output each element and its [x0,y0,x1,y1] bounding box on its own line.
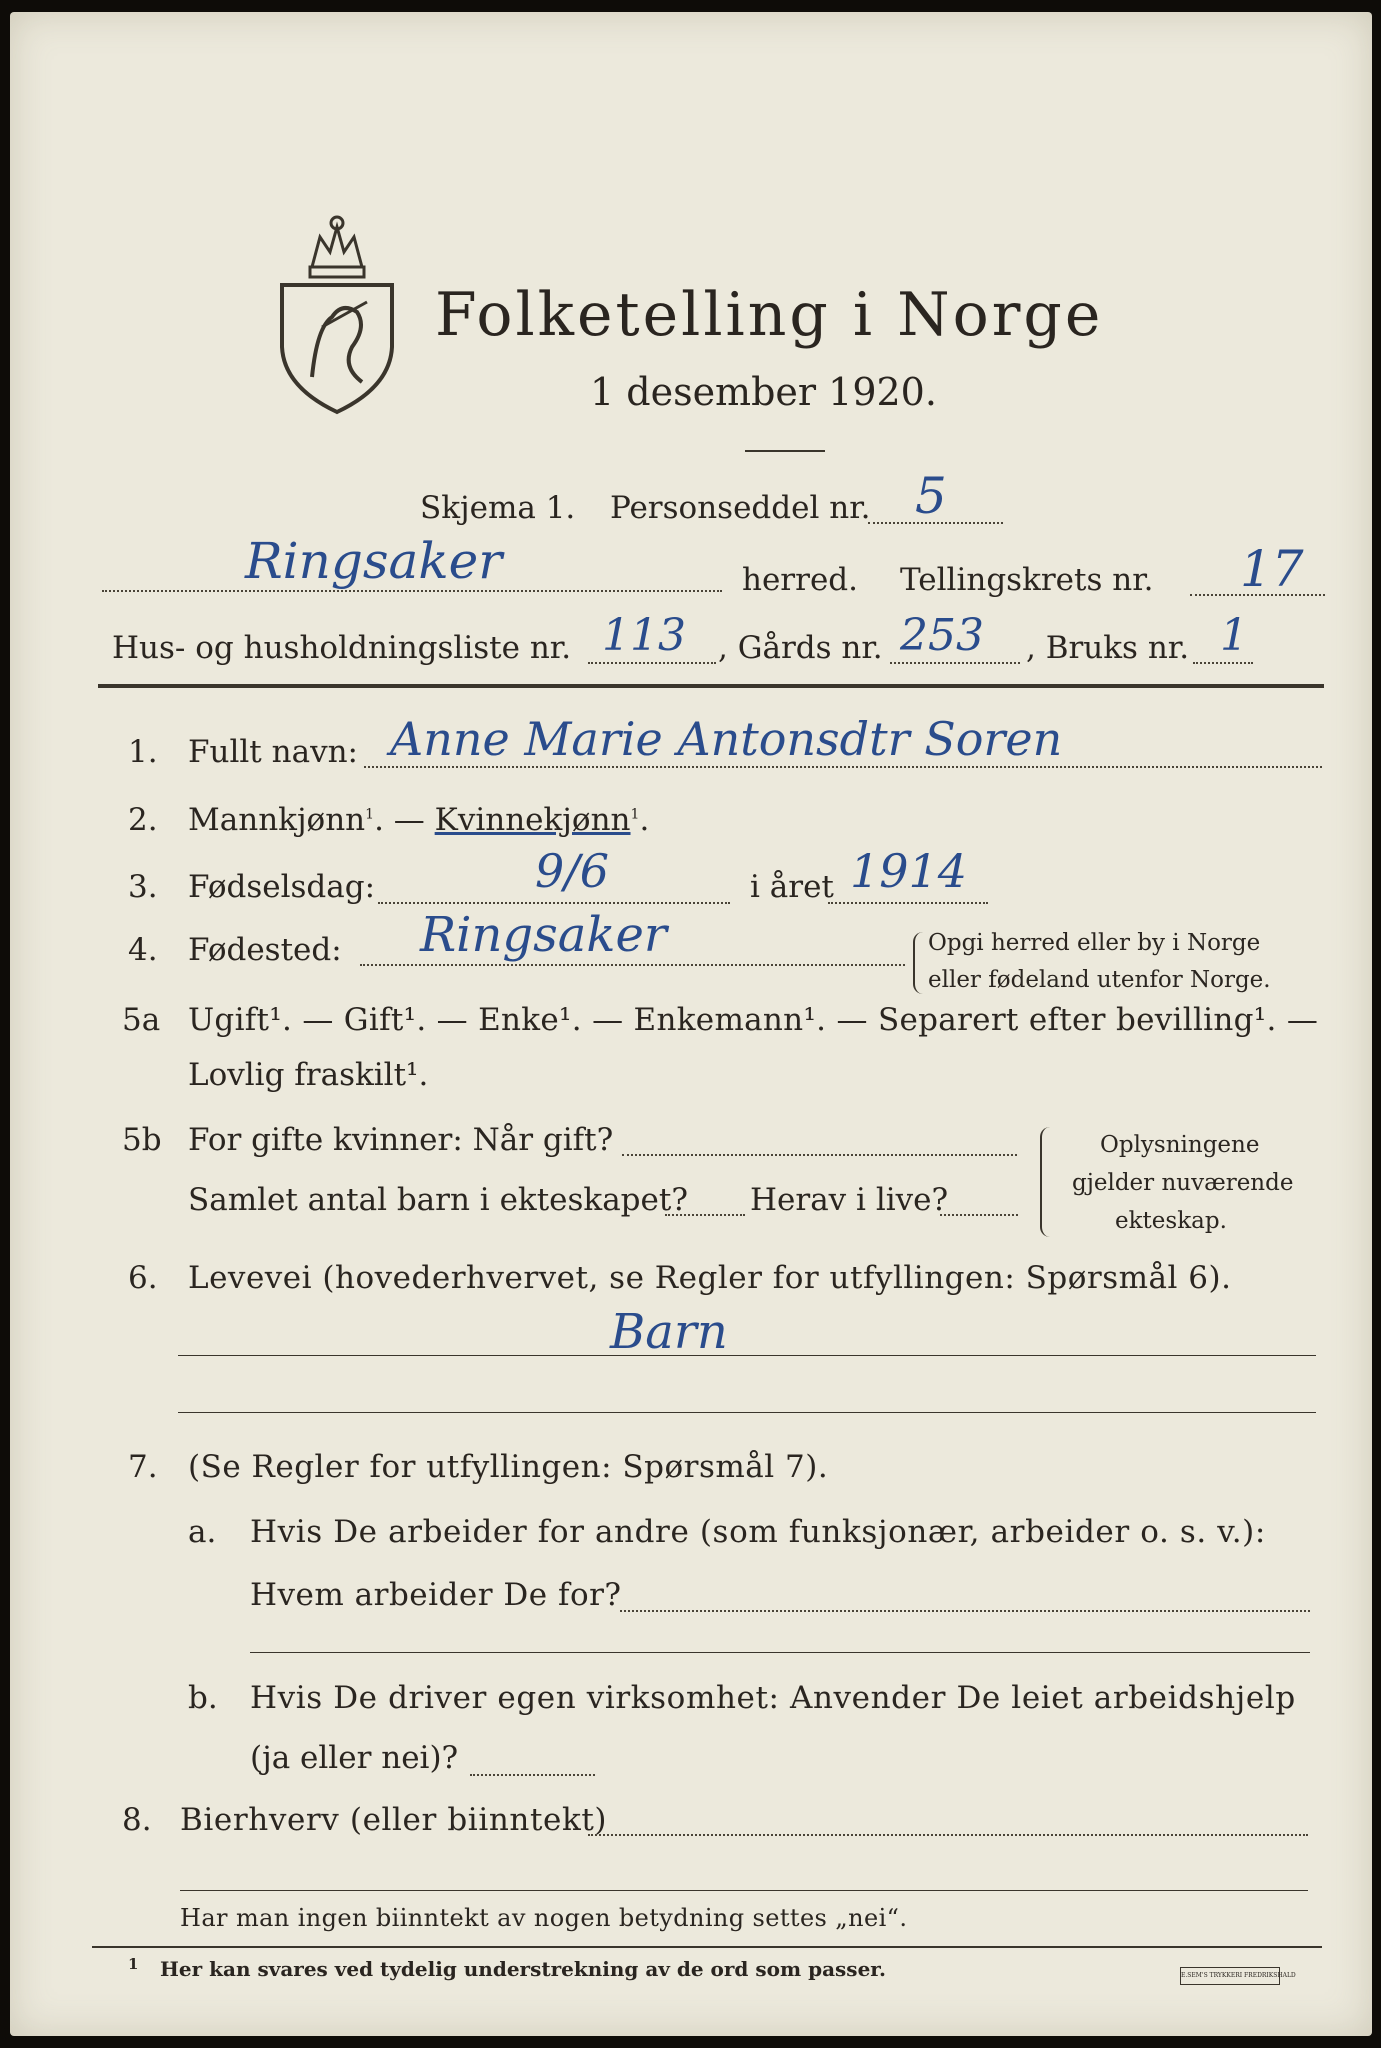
gards-line [890,662,1020,664]
schema-label: Skjema 1. [420,490,576,526]
birth-year-value: 1914 [850,844,968,898]
birthplace-note-brace [913,932,925,994]
year-line [828,902,988,904]
q4-number: 4. [128,932,158,968]
q7b-letter: b. [188,1680,218,1716]
occupation-value: Barn [610,1304,728,1360]
q6-label: Levevei (hovederhvervet, se Regler for utfyllingen: Spørsmål 6). [188,1260,1232,1296]
gards-label: , Gårds nr. [718,630,883,666]
q3-number: 3. [128,869,158,905]
birthplace-note-line2: eller fødeland utenfor Norge. [928,967,1271,993]
children-count-line [665,1214,745,1216]
q1-line [364,766,1322,768]
side-income-line [588,1834,1308,1836]
children-count-label: Samlet antal barn i ekteskapet? [188,1182,688,1218]
q3-label: Fødselsdag: [188,869,376,905]
q8-label: Bierhverv (eller biinntekt) [180,1802,608,1838]
q1-number: 1. [128,734,158,770]
children-alive-line [940,1214,1018,1216]
husholdningsliste-line [588,662,716,664]
q5a-number: 5a [122,1002,161,1038]
employer-line [620,1610,1310,1612]
personseddel-label: Personseddel nr. [610,490,871,526]
birthplace-line [360,964,905,966]
marriage-note-brace [1040,1127,1054,1237]
herred-label: herred. [742,562,858,598]
gender-separator: . — [374,802,425,838]
q8-number: 8. [122,1802,152,1838]
tellingskrets-label: Tellingskrets nr. [900,562,1154,598]
personseddel-value: 5 [915,467,947,525]
q7a-letter: a. [188,1514,217,1550]
employer-line-2 [250,1652,1310,1653]
q7a-line1: Hvis De arbeider for andre (som funksjonær, arbeider o. s. v.): [250,1514,1266,1550]
page-title: Folketelling i Norge [435,280,1104,350]
husholdningsliste-value: 113 [602,610,686,661]
marriage-note-line2: gjelder nuværende [1072,1170,1294,1196]
marital-status-options: Ugift¹. — Gift¹. — Enke¹. — Enkemann¹. — Separert efter bevilling¹. — [188,1002,1319,1038]
coat-of-arms-icon [272,207,402,417]
children-alive-label: Herav i live? [750,1182,949,1218]
q5b-number: 5b [122,1122,162,1158]
header-divider [98,684,1324,688]
q7-number: 7. [128,1449,158,1485]
when-married-label: For gifte kvinner: Når gift? [188,1122,614,1158]
gender-female-option: Kvinnekjønn [434,802,631,838]
q7b-line1: Hvis De driver egen virksomhet: Anvender De leiet arbeidshjelp [250,1680,1296,1716]
q4-label: Fødested: [188,932,342,968]
footer-divider [92,1946,1322,1948]
birthplace-value: Ringsaker [420,907,667,963]
q6-number: 6. [128,1260,158,1296]
q2-gender-line: Mannkjønn$^1$. — Kvinnekjønn$^1$. [188,802,650,838]
birthday-value: 9/6 [535,844,610,898]
q7a-line2: Hvem arbeider De for? [250,1577,622,1613]
when-married-line [622,1154,1017,1156]
printer-stamp: E.SEM'S TRYKKERI FREDRIKSHALD [1180,1967,1280,1985]
divorced-option: Lovlig fraskilt¹. [188,1057,429,1093]
occupation-line-2 [178,1412,1316,1413]
gender-male-option: Mannkjønn [188,802,366,838]
q2-number: 2. [128,802,158,838]
husholdningsliste-label: Hus- og husholdningsliste nr. [112,630,572,666]
tellingskrets-value: 17 [1240,540,1304,598]
census-form [10,12,1372,2036]
herred-line [102,590,722,592]
bruks-value: 1 [1220,610,1248,661]
gender-end: . [639,802,650,838]
title-divider [745,450,825,452]
bruks-label: , Bruks nr. [1026,630,1190,666]
census-date: 1 desember 1920. [590,370,937,414]
q7b-line2: (ja eller nei)? [250,1740,459,1776]
full-name-value: Anne Marie Antonsdtr Soren [390,712,1063,766]
marriage-note-line1: Oplysningene [1100,1132,1260,1158]
q7-label: (Se Regler for utfyllingen: Spørsmål 7). [188,1449,829,1485]
side-income-note: Har man ingen biinntekt av nogen betydning settes „nei“. [180,1904,908,1932]
gards-value: 253 [900,610,984,661]
birthday-line [378,902,730,904]
footnote-text: Her kan svares ved tydelig understrekning av de ord som passer. [160,1957,886,1981]
footnote-mark: 1 [128,1955,139,1973]
year-label: i året [750,869,834,905]
side-income-line-2 [180,1890,1308,1891]
bruks-line [1193,662,1253,664]
hired-help-line [470,1774,595,1776]
herred-value: Ringsaker [245,532,503,590]
birthplace-note-line1: Opgi herred eller by i Norge [928,930,1261,956]
q1-label: Fullt navn: [188,734,358,770]
marriage-note-line3: ekteskap. [1115,1208,1227,1234]
occupation-line-1 [178,1355,1316,1356]
